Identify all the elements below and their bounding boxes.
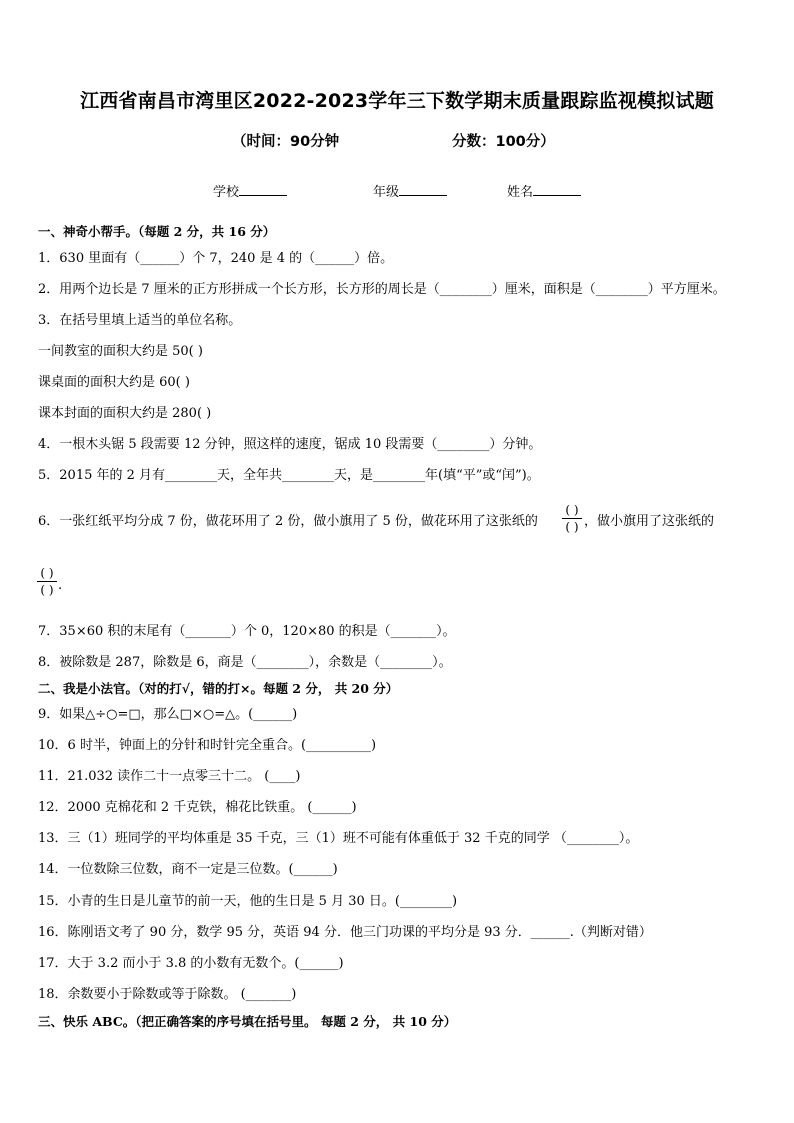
question-18: 18．余数要小于除数或等于除数。 (_______) bbox=[38, 987, 297, 1002]
question-17: 17．大于 3.2 而小于 3.8 的小数有无数个。(______) bbox=[38, 956, 344, 971]
question-3b: 课桌面的面积大约是 60( ) bbox=[38, 375, 190, 390]
question-15: 15．小青的生日是儿童节的前一天，他的生日是 5 月 30 日。(________) bbox=[38, 894, 458, 909]
question-3a: 一间教室的面积大约是 50( ) bbox=[38, 344, 203, 359]
school-field bbox=[213, 181, 287, 200]
question-9: 9．如果△÷○=□，那么□×○=△。(______) bbox=[38, 707, 298, 722]
section-heading-3: 三、快乐 ABC。（把正确答案的序号填在括号里。 每题 2 分， 共 10 分） bbox=[38, 1014, 457, 1029]
name-field bbox=[507, 181, 581, 200]
exam-score: 分数：100分） bbox=[452, 134, 555, 150]
grade-label: 年级 bbox=[373, 185, 400, 200]
question-1: 1．630 里面有（______）个 7，240 是 4 的（______）倍。 bbox=[38, 251, 394, 266]
fraction-denominator: ( ) bbox=[40, 583, 54, 597]
section-heading-1: 一、神奇小帮手。（每题 2 分，共 16 分） bbox=[38, 224, 276, 239]
question-10: 10．6 时半，钟面上的分针和时针完全重合。(__________) bbox=[38, 738, 377, 753]
question-6-part1: 6．一张红纸平均分成 7 份，做花环用了 2 份，做小旗用了 5 份，做花环用了这张纸的 bbox=[38, 514, 538, 529]
fraction-numerator: ( ) bbox=[40, 566, 54, 580]
name-label: 姓名 bbox=[507, 185, 534, 200]
question-4: 4．一根木头锯 5 段需要 12 分钟，照这样的速度，锯成 10 段需要（________）分钟。 bbox=[38, 437, 542, 452]
question-12: 12．2000 克棉花和 2 千克铁，棉花比铁重。 (______) bbox=[38, 800, 357, 815]
question-6-end: . bbox=[58, 578, 63, 593]
question-5: 5．2015 年的 2 月有________天，全年共________天，是________年(填“平”或“闰”)。 bbox=[38, 468, 540, 483]
question-8: 8．被除数是 287，除数是 6，商是（________），余数是（________）。 bbox=[38, 655, 452, 670]
question-11: 11．21.032 读作二十一点零三十二。 (____) bbox=[38, 769, 301, 784]
grade-field bbox=[373, 181, 447, 200]
question-6-part2: ，做小旗用了这张纸的 bbox=[584, 514, 715, 529]
question-3c: 课本封面的面积大约是 280( ) bbox=[38, 406, 212, 421]
question-16: 16．陈刚语文考了 90 分，数学 95 分，英语 94 分．他三门功课的平均分是 93 分．______.（判断对错） bbox=[38, 925, 652, 940]
school-label: 学校 bbox=[213, 185, 240, 200]
page-title: 江西省南昌市湾里区2022-2023学年三下数学期末质量跟踪监视模拟试题 bbox=[80, 90, 714, 112]
question-13: 13．三（1）班同学的平均体重是 35 千克，三（1）班不可能有体重低于 32 千克的同学 （________）。 bbox=[38, 831, 639, 846]
exam-time: （时间：90分钟 bbox=[232, 134, 340, 150]
section-heading-2: 二、我是小法官。（对的打√，错的打×。每题 2 分， 共 20 分） bbox=[38, 681, 399, 696]
fraction-denominator: ( ) bbox=[565, 520, 579, 534]
question-3: 3．在括号里填上适当的单位名称。 bbox=[38, 313, 242, 328]
question-2: 2．用两个边长是 7 厘米的正方形拼成一个长方形，长方形的周长是（________）厘米，面积是（________）平方厘米。 bbox=[38, 282, 726, 297]
fraction-blank-2 bbox=[37, 566, 57, 597]
fraction-numerator: ( ) bbox=[565, 503, 579, 517]
question-14: 14．一位数除三位数，商不一定是三位数。(______) bbox=[38, 862, 338, 877]
question-7: 7．35×60 积的末尾有（_______）个 0，120×80 的积是（_______）。 bbox=[38, 624, 456, 639]
fraction-blank-1 bbox=[562, 503, 582, 534]
